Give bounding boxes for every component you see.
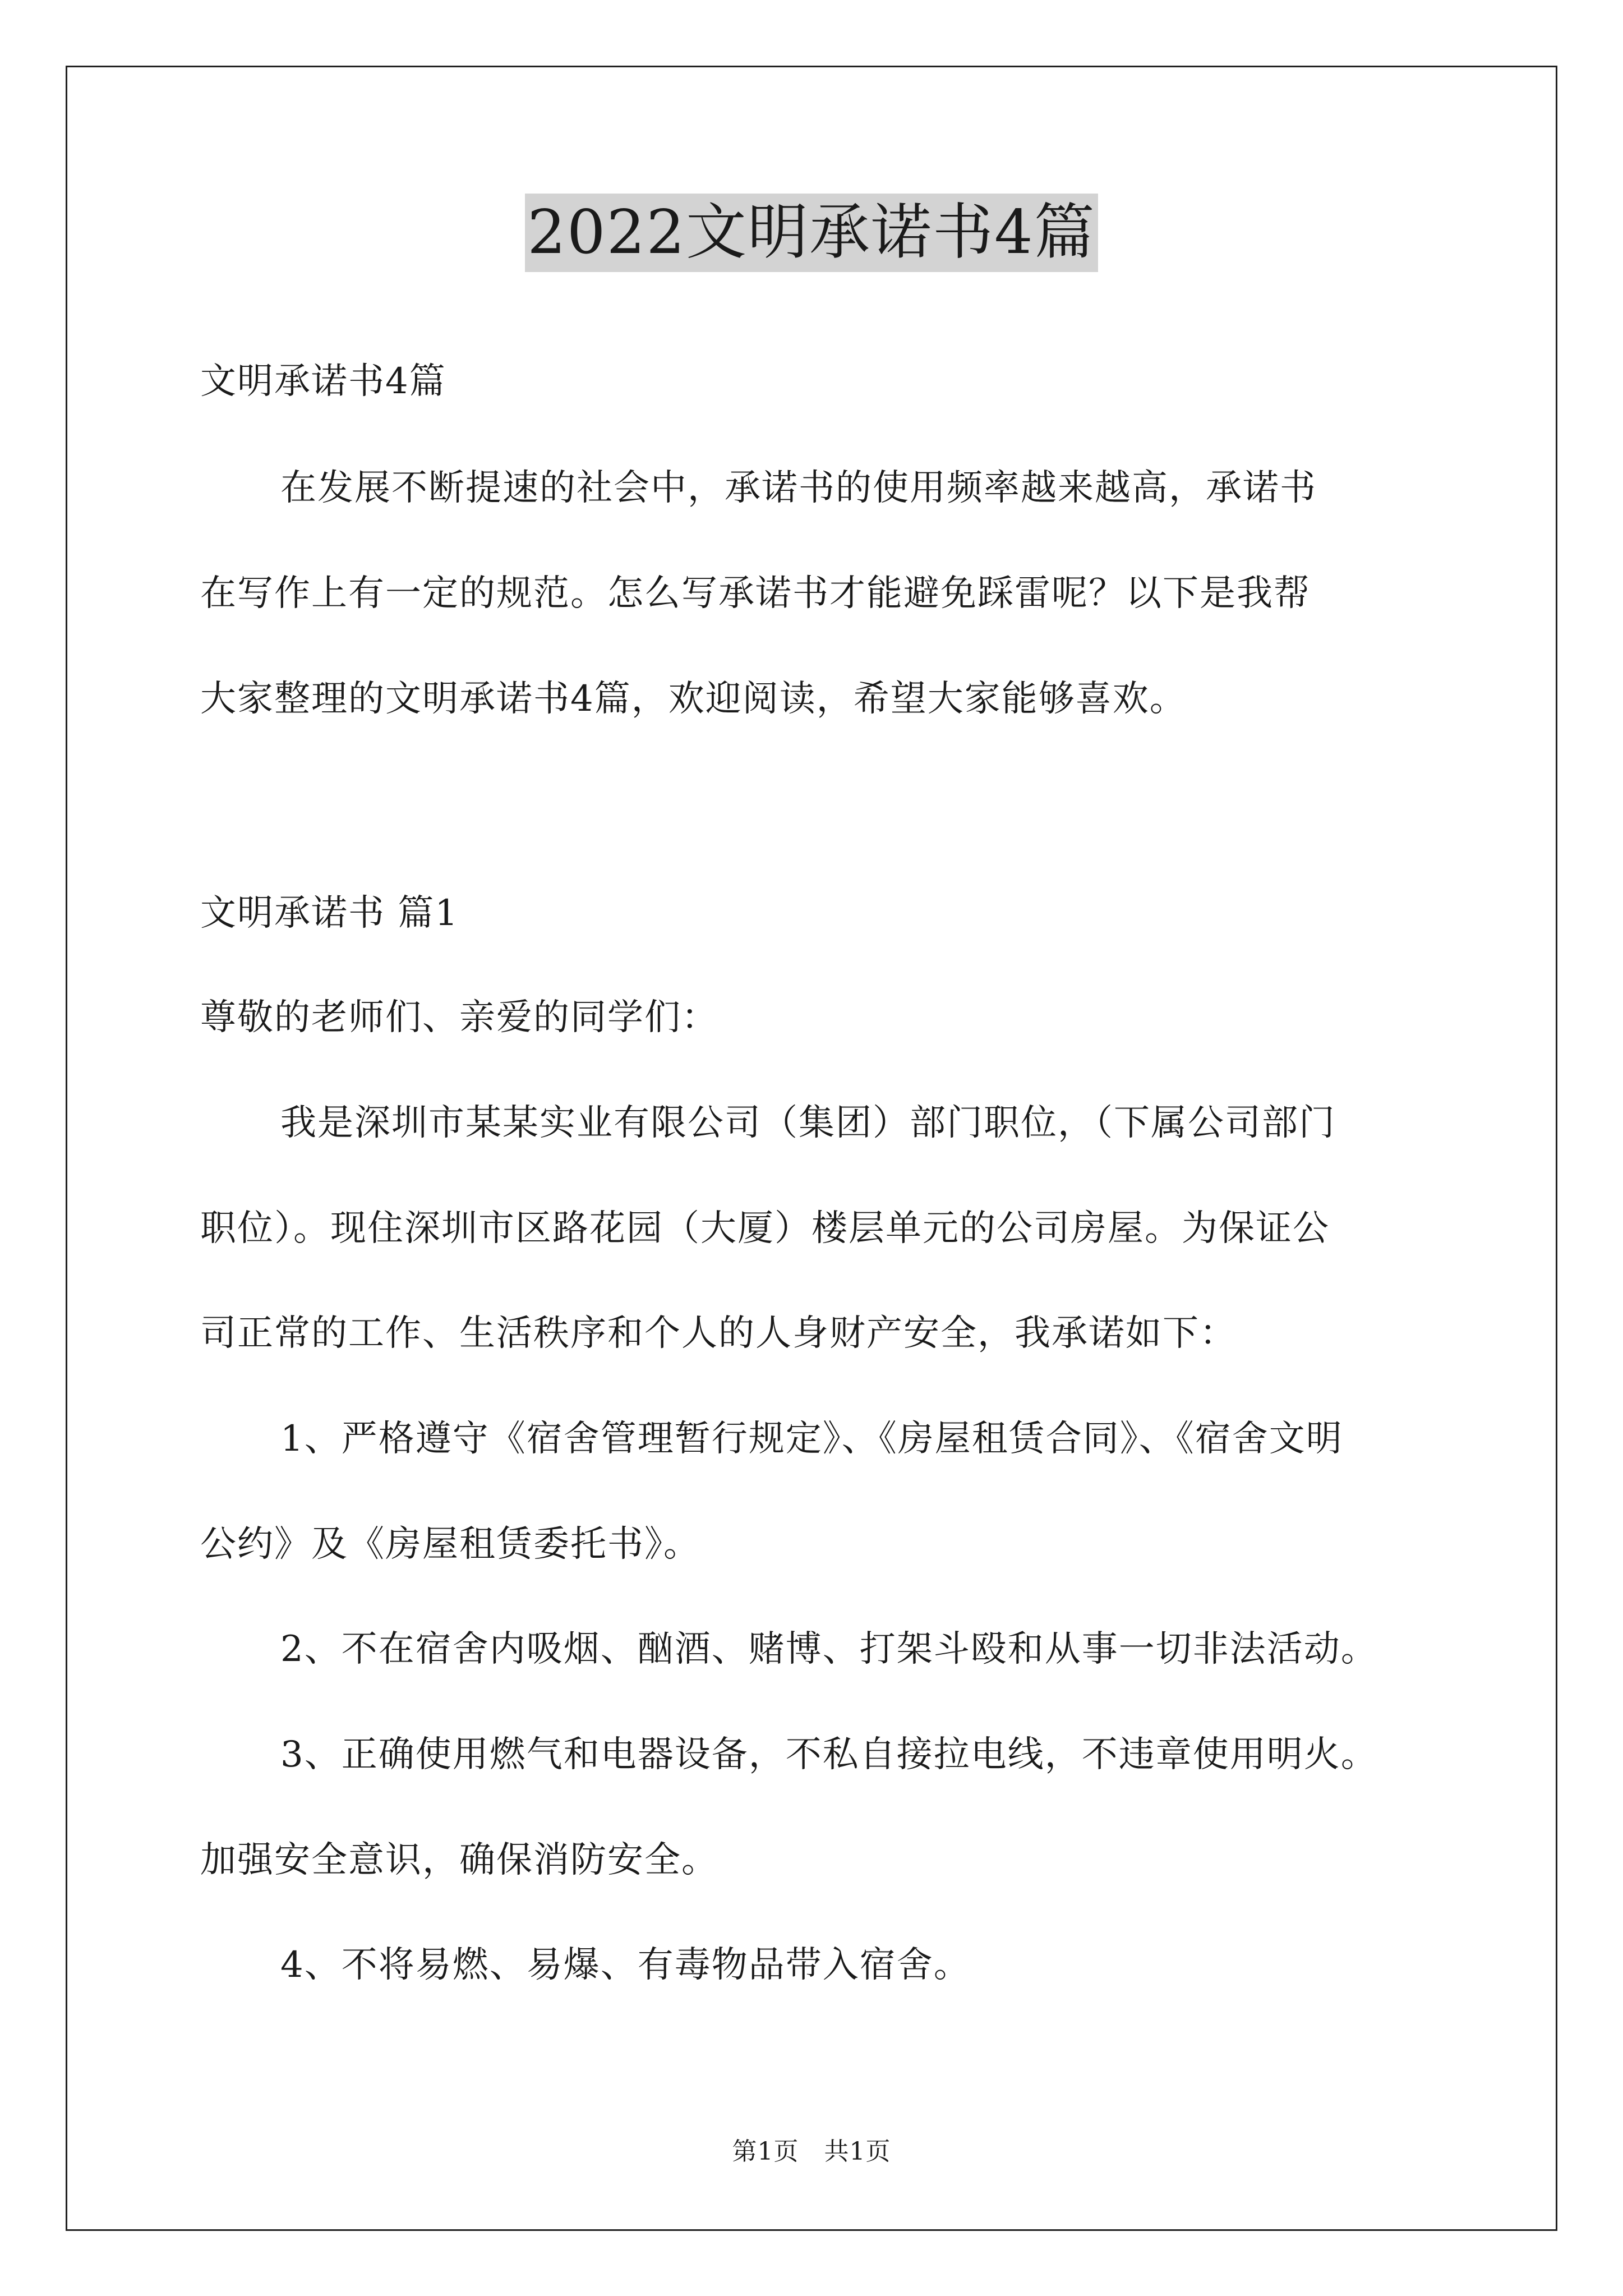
intro-line-1: 在发展不断提速的社会中，承诺书的使用频率越来越高，承诺书 — [280, 467, 1317, 509]
body-line-7: 3、正确使用燃气和电器设备，不私自接拉电线，不违章使用明火。 — [280, 1734, 1378, 1775]
body-line-3: 司正常的工作、生活秩序和个人的人身财产安全，我承诺如下： — [200, 1313, 1237, 1354]
salutation: 尊敬的老师们、亲爱的同学们： — [200, 997, 718, 1038]
body-line-4: 1、严格遵守《宿舍管理暂行规定》、《房屋租赁合同》、《宿舍文明 — [280, 1418, 1343, 1460]
body-line-5: 公约》及《房屋租赁委托书》。 — [200, 1524, 700, 1565]
intro-heading: 文明承诺书4篇 — [200, 361, 446, 402]
body-line-1: 我是深圳市某某实业有限公司（集团）部门职位，（下属公司部门 — [280, 1102, 1336, 1144]
body-line-6: 2、不在宿舍内吸烟、酗酒、赌博、打架斗殴和从事一切非法活动。 — [280, 1628, 1378, 1670]
intro-line-3: 大家整理的文明承诺书4篇，欢迎阅读，希望大家能够喜欢。 — [200, 678, 1187, 720]
body-line-9: 4、不将易燃、易爆、有毒物品带入宿舍。 — [280, 1944, 971, 1986]
document-title: 2022文明承诺书4篇 — [525, 194, 1098, 272]
title-container — [0, 194, 1623, 272]
body-line-2: 职位）。现住深圳市区路花园（大厦）楼层单元的公司房屋。为保证公 — [200, 1208, 1330, 1249]
page-footer: 第1页 共1页 — [732, 2137, 891, 2166]
intro-line-2: 在写作上有一定的规范。怎么写承诺书才能避免踩雷呢？以下是我帮 — [200, 573, 1311, 614]
body-line-8: 加强安全意识，确保消防安全。 — [200, 1839, 718, 1881]
section-heading: 文明承诺书 篇1 — [200, 892, 459, 934]
